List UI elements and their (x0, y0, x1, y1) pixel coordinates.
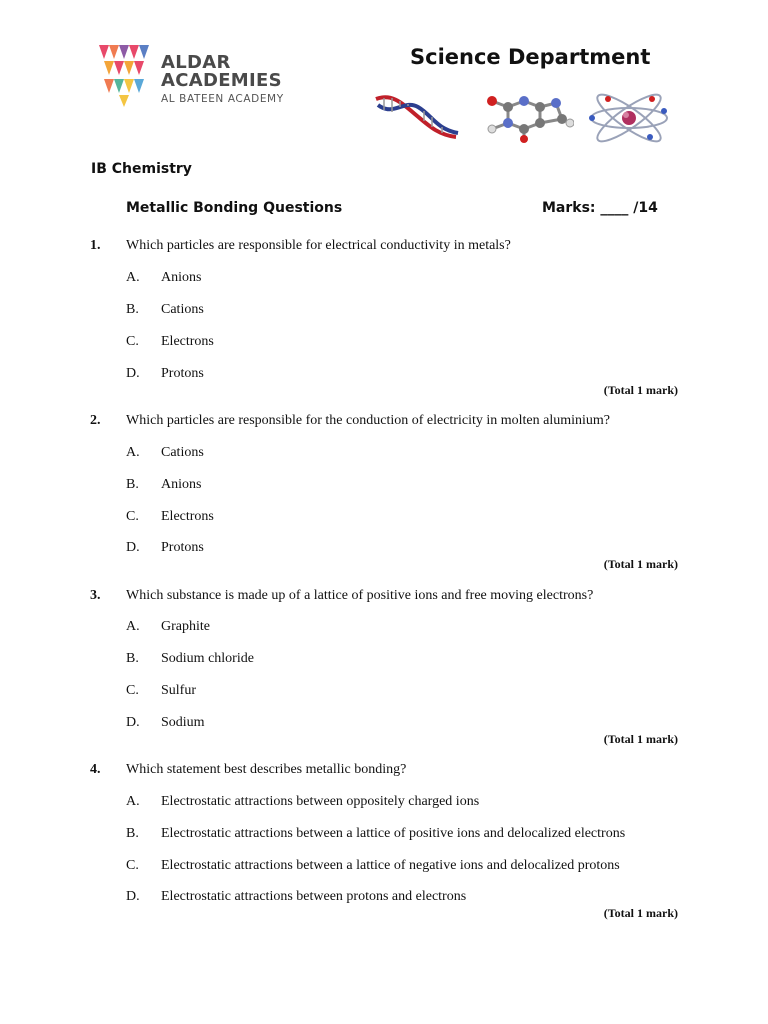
course-name: IB Chemistry (91, 161, 192, 177)
question-text: Which particles are responsible for electrical conductivity in metals? (126, 238, 511, 253)
brand-subtitle: AL BATEEN ACADEMY (161, 93, 284, 105)
question-text: Which particles are responsible for the conduction of electricity in molten aluminium? (126, 413, 611, 428)
option-text: Sodium (161, 715, 205, 730)
question-text: Which substance is made up of a lattice of positive ions and free moving electrons? (126, 588, 594, 603)
option-text: Cations (161, 302, 204, 317)
option-letter: B. (126, 302, 139, 317)
option-letter: A. (126, 445, 140, 460)
option-letter: B. (126, 477, 139, 492)
option-text: Electrostatic attractions between a lattice of negative ions and delocalized protons (161, 858, 620, 873)
option-text: Electrons (161, 334, 214, 349)
question-text: Which statement best describes metallic bonding? (126, 762, 407, 777)
option-text: Graphite (161, 619, 210, 634)
option-letter: C. (126, 509, 139, 524)
option-letter: C. (126, 334, 139, 349)
dna-helix-image (372, 93, 462, 143)
option-letter: A. (126, 270, 140, 285)
total-marks-label: (Total 1 mark) (603, 732, 678, 746)
option-text: Anions (161, 270, 202, 285)
total-marks-label: (Total 1 mark) (603, 383, 678, 397)
option-letter: B. (126, 651, 139, 666)
option-letter: D. (126, 715, 140, 730)
option-text: Electrons (161, 509, 214, 524)
option-letter: C. (126, 683, 139, 698)
question-number: 4. (90, 762, 101, 777)
option-text: Protons (161, 366, 204, 381)
option-text: Sulfur (161, 683, 196, 698)
aldar-logo (99, 45, 155, 107)
department-title: Science Department (410, 45, 651, 69)
option-letter: C. (126, 858, 139, 873)
option-letter: B. (126, 826, 139, 841)
brand-name-line-2: ACADEMIES (161, 70, 282, 91)
option-letter: A. (126, 794, 140, 809)
atom-model-image (586, 93, 672, 143)
total-marks-label: (Total 1 mark) (603, 557, 678, 571)
worksheet-title: Metallic Bonding Questions (126, 200, 343, 216)
option-letter: D. (126, 366, 140, 381)
brand-name-line-1: ALDAR (161, 52, 231, 73)
option-text: Protons (161, 540, 204, 555)
option-text: Electrostatic attractions between protons and electrons (161, 889, 467, 904)
option-text: Anions (161, 477, 202, 492)
option-text: Electrostatic attractions between a lattice of positive ions and delocalized electrons (161, 826, 626, 841)
molecule-model-image (478, 93, 574, 143)
option-text: Cations (161, 445, 204, 460)
question-number: 2. (90, 413, 101, 428)
marks-field: Marks: ____ /14 (542, 200, 658, 216)
option-letter: D. (126, 540, 140, 555)
option-letter: D. (126, 889, 140, 904)
option-letter: A. (126, 619, 140, 634)
question-number: 3. (90, 588, 101, 603)
total-marks-label: (Total 1 mark) (603, 906, 678, 920)
option-text: Electrostatic attractions between oppositely charged ions (161, 794, 480, 809)
question-number: 1. (90, 238, 101, 253)
option-text: Sodium chloride (161, 651, 254, 666)
